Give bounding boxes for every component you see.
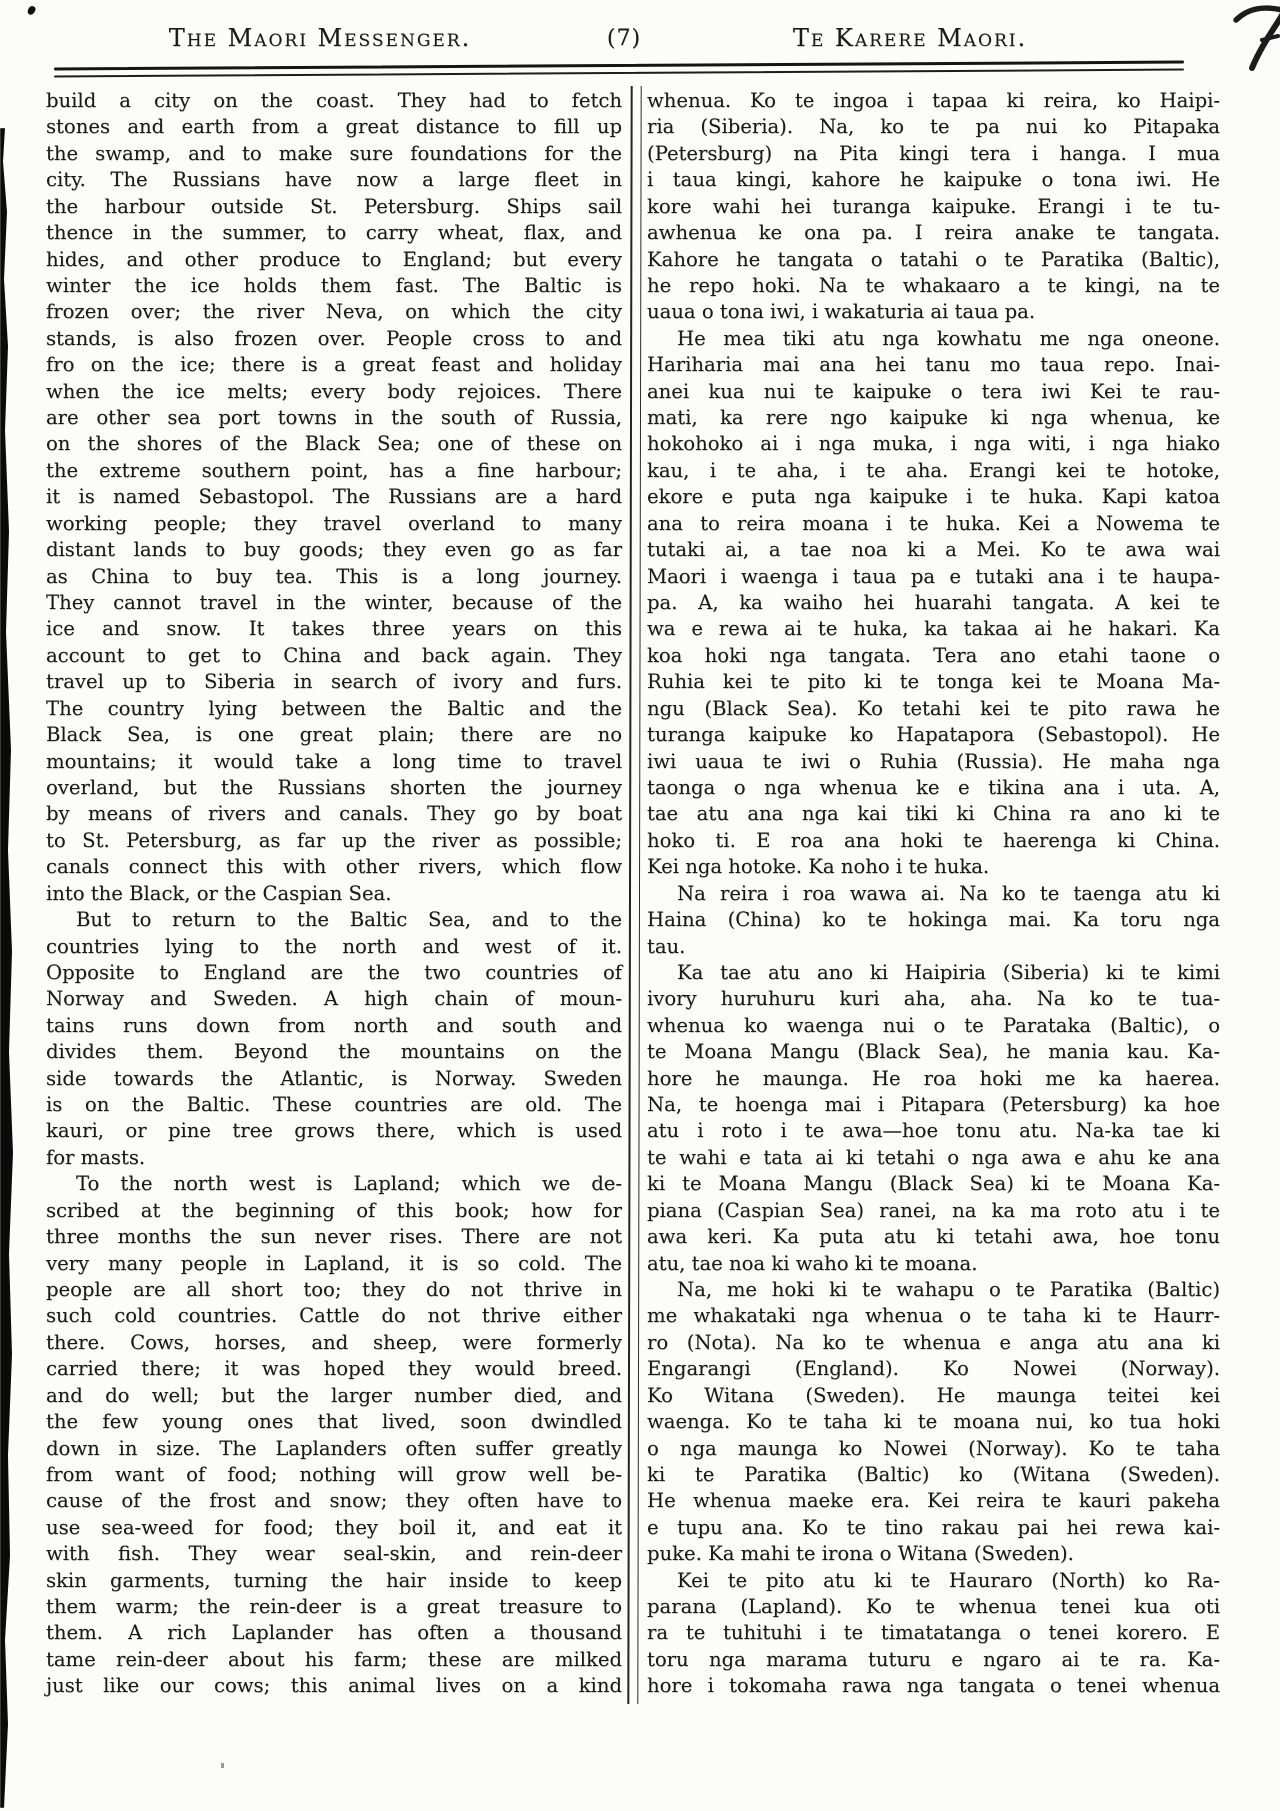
- text-line: when the ice melts; every body rejoices. There: [46, 379, 622, 403]
- text-line: build a city on the coast. They had to fetch: [46, 89, 622, 112]
- text-line: iwi uaua te iwi o Ruhia (Russia). He maha nga: [647, 749, 1220, 773]
- text-line: down in size. The Laplanders often suffer greatly: [46, 1436, 622, 1460]
- text-line: the few young ones that lived, soon dwindled: [46, 1410, 622, 1434]
- text-line: Na, te hoenga mai i Pitapara (Petersburg) ka hoe: [647, 1093, 1220, 1117]
- text-line: hokohoko ai i nga muka, i nga witi, i nga hiako: [647, 432, 1220, 456]
- text-line: pa. A, ka waiho hei huarahi tangata. A kei te: [647, 591, 1220, 615]
- text-line: He mea tiki atu nga kowhatu me nga oneone.: [677, 326, 1220, 350]
- handwritten-folio-number: [1232, 0, 1280, 80]
- text-line: tains runs down from north and south and: [46, 1013, 622, 1037]
- ink-speck: [221, 1763, 224, 1768]
- text-line: ekore e puta nga kaipuke i te huka. Kapi katoa: [647, 485, 1220, 509]
- text-line: city. The Russians have now a large fleet in: [46, 168, 622, 192]
- text-line: ivory huruhuru kuri aha, aha. Na ko te tua-: [647, 987, 1220, 1011]
- text-line: Ko Witana (Sweden). He maunga teitei kei: [647, 1383, 1220, 1407]
- text-line: They cannot travel in the winter, because of the: [46, 591, 622, 615]
- text-line: there. Cows, horses, and sheep, were formerly: [46, 1330, 622, 1354]
- text-line: Norway and Sweden. A high chain of moun-: [46, 987, 622, 1011]
- text-line: i taua kingi, kahore he kaipuke o tona iwi. He: [647, 168, 1220, 192]
- column-divider-rule: [627, 86, 641, 1704]
- text-line: te wahi e tata ai ki tetahi o nga awa e ahu ke ana: [647, 1145, 1220, 1169]
- text-line: canals connect this with other rivers, which flow: [46, 855, 622, 879]
- text-line: just like our cows; this animal lives on a kind: [46, 1674, 622, 1698]
- text-line: as China to buy tea. This is a long journey.: [46, 564, 622, 588]
- text-line: ra te tuhituhi i te timatatanga o tenei korero. E: [647, 1621, 1220, 1645]
- text-line: are other sea port towns in the south of Russia,: [46, 406, 622, 430]
- text-line: carried there; it was hoped they would breed.: [46, 1357, 622, 1381]
- text-line: kore wahi hei turanga kaipuke. Erangi i te tu-: [647, 194, 1220, 218]
- text-line: ice and snow. It takes three years on this: [46, 617, 622, 641]
- text-line: Kahore he tangata o tatahi o te Paratika (Baltic),: [647, 247, 1220, 271]
- text-line: account to get to China and back again. They: [46, 643, 622, 667]
- text-line: and do well; but the larger number died, and: [46, 1383, 622, 1407]
- text-line: cause of the frost and snow; they often have to: [46, 1489, 622, 1513]
- text-line: working people; they travel overland to many: [46, 511, 622, 535]
- text-line: Maori i waenga i taua pa e tutaki ana i te haupa-: [647, 564, 1220, 588]
- text-line: waenga. Ko te taha ki te moana nui, ko tua hoki: [647, 1410, 1220, 1434]
- masthead-maori-title: Te Karere Maori.: [792, 24, 1028, 52]
- text-line: tau.: [647, 934, 686, 958]
- text-line: piana (Caspian Sea) ranei, na ka ma roto atu i te: [647, 1198, 1220, 1222]
- text-line: Kei te pito atu ki te Hauraro (North) ko Ra-: [677, 1568, 1220, 1592]
- text-line: (Petersburg) na Pita kingi tera i hanga. I mua: [647, 141, 1220, 165]
- text-line: awa keri. Ka puta atu ki tetahi awa, hoe tonu: [647, 1225, 1220, 1249]
- text-line: To the north west is Lapland; which we de-: [76, 1172, 622, 1196]
- text-line: hore he maunga. He roa hoki me ka haerea.: [647, 1066, 1220, 1090]
- text-line: turanga kaipuke ko Hapatapora (Sebastopol). He: [647, 723, 1220, 747]
- text-line: toru nga marama tuturu e ngaro ai te ra. Ka-: [647, 1647, 1220, 1671]
- text-line: ana to reira moana i te huka. Kei a Nowema te: [647, 511, 1220, 535]
- maori-text-column: [647, 88, 1220, 1700]
- ink-spot: [26, 5, 36, 16]
- text-line: taonga o nga whenua ke e tikina ana i uta. A,: [647, 775, 1220, 799]
- text-line: anei kua nui te kaipuke o tera iwi Kei te rau-: [647, 379, 1220, 403]
- text-line: the harbour outside St. Petersburg. Ships sail: [46, 194, 622, 218]
- text-line: hore i tokomaha rawa nga tangata o tenei whenua: [647, 1674, 1220, 1698]
- text-line: Na reira i roa wawa ai. Na ko te taenga atu ki: [677, 881, 1220, 905]
- text-line: o nga maunga ko Nowei (Norway). Ko te taha: [647, 1436, 1220, 1460]
- text-line: the extreme southern point, has a fine harbour;: [46, 458, 622, 482]
- text-line: kau, i te aha, i te aha. Erangi kei te hotoke,: [647, 458, 1220, 482]
- text-line: from want of food; nothing will grow well be-: [46, 1462, 622, 1486]
- text-line: Ka tae atu ano ki Haipiria (Siberia) ki te kimi: [677, 960, 1220, 984]
- text-line: stones and earth from a great distance to fill up: [46, 115, 622, 139]
- text-line: distant lands to buy goods; they even go as far: [46, 538, 622, 562]
- text-line: Na, me hoki ki te wahapu o te Paratika (Baltic): [677, 1277, 1220, 1301]
- text-line: winter the ice holds them fast. The Baltic is: [46, 273, 622, 297]
- text-line: The country lying between the Baltic and the: [46, 696, 622, 720]
- text-line: Engarangi (England). Ko Nowei (Norway).: [647, 1357, 1220, 1381]
- text-line: ki te Paratika (Baltic) ko (Witana (Sweden).: [647, 1462, 1220, 1486]
- text-line: hides, and other produce to England; but every: [46, 247, 622, 271]
- text-line: tame rein-deer about his farm; these are milked: [46, 1647, 622, 1671]
- text-line: countries lying to the north and west of it.: [46, 934, 622, 958]
- text-line: hoko ti. E roa ana hoki te haerenga ki China.: [647, 828, 1220, 852]
- text-line: Kei nga hotoke. Ka noho i te huka.: [647, 855, 990, 879]
- text-line: But to return to the Baltic Sea, and to the: [76, 908, 622, 932]
- text-line: tae atu ana nga kai tiki ki China ra ano ki te: [647, 802, 1220, 826]
- english-text-column: [46, 88, 622, 1700]
- text-line: atu i roto i te awa—hoe tonu atu. Na-ka tae ki: [647, 1119, 1220, 1143]
- text-line: ria (Siberia). Na, ko te pa nui ko Pitapaka: [647, 115, 1220, 139]
- text-line: Hariharia mai ana hei tanu mo taua repo. Inai-: [647, 353, 1220, 377]
- text-line: uaua o tona iwi, i wakaturia ai taua pa.: [647, 300, 1036, 324]
- text-line: fro on the ice; there is a great feast and holiday: [46, 353, 622, 377]
- page-number: (7): [606, 26, 642, 51]
- text-line: divides them. Beyond the mountains on the: [46, 1040, 622, 1064]
- text-line: Black Sea, is one great plain; there are no: [46, 723, 622, 747]
- text-line: Opposite to England are the two countries of: [46, 960, 622, 984]
- text-line: frozen over; the river Neva, on which the city: [46, 300, 622, 324]
- text-line: He whenua maeke era. Kei reira te kauri pakeha: [647, 1489, 1220, 1513]
- text-line: koa hoki nga tangata. Tera ano etahi taone o: [647, 643, 1220, 667]
- text-line: them. A rich Laplander has often a thousand: [46, 1621, 622, 1645]
- rule-line-bottom: [54, 69, 1184, 78]
- text-line: atu, tae noa ki waho ki te moana.: [647, 1251, 978, 1275]
- text-line: awhenua ke ona pa. I reira anake te tangata.: [647, 221, 1220, 245]
- text-line: mati, ka rere ngo kaipuke ki nga whenua, ke: [647, 406, 1220, 430]
- text-line: skin garments, turning the hair inside to keep: [46, 1568, 622, 1592]
- text-line: such cold countries. Cattle do not thrive either: [46, 1304, 622, 1328]
- masthead-english-title: The Maori Messenger.: [168, 24, 472, 52]
- text-line: ro (Nota). Na ko te whenua e anga atu ana ki: [647, 1330, 1220, 1354]
- text-line: use sea-weed for food; they boil it, and eat it: [46, 1515, 622, 1539]
- text-line: stands, is also frozen over. People cross to and: [46, 326, 622, 350]
- text-line: with fish. They wear seal-skin, and rein-deer: [46, 1542, 622, 1566]
- text-line: by means of rivers and canals. They go by boat: [46, 802, 622, 826]
- text-line: whenua. Ko te ingoa i tapaa ki reira, ko Haipi-: [647, 89, 1220, 112]
- text-line: Haina (China) ko te hokinga mai. Ka toru nga: [647, 908, 1220, 932]
- text-line: for masts.: [46, 1145, 146, 1169]
- text-line: is on the Baltic. These countries are old. The: [46, 1093, 622, 1117]
- text-line: travel up to Siberia in search of ivory and furs.: [46, 670, 622, 694]
- text-line: scribed at the beginning of this book; how for: [46, 1198, 622, 1222]
- text-line: the swamp, and to make sure foundations for the: [46, 141, 622, 165]
- text-line: thence in the summer, to carry wheat, flax, and: [46, 221, 622, 245]
- text-line: ki te Moana Mangu (Black Sea) ki te Moana Ka-: [647, 1172, 1220, 1196]
- text-line: side towards the Atlantic, is Norway. Sweden: [46, 1066, 622, 1090]
- text-line: kauri, or pine tree grows there, which is used: [46, 1119, 622, 1143]
- text-line: me whakataki nga whenua o te taha ki te Haurr-: [647, 1304, 1220, 1328]
- text-line: puke. Ka mahi te irona o Witana (Sweden).: [647, 1542, 1074, 1566]
- scan-edge-artifact: [0, 128, 16, 1808]
- text-line: te Moana Mangu (Black Sea), he mania kau. Ka-: [647, 1040, 1220, 1064]
- text-line: wa e rewa ai te huka, ka takaa ai he hakari. Ka: [647, 617, 1220, 641]
- text-line: tutaki ai, a tae noa ki a Mei. Ko te awa wai: [647, 538, 1220, 562]
- text-line: to St. Petersburg, as far up the river as possible;: [46, 828, 622, 852]
- text-line: ngu (Black Sea). Ko tetahi kei te pito rawa he: [647, 696, 1220, 720]
- text-line: e tupu ana. Ko te tino rakau pai hei rewa kai-: [647, 1515, 1220, 1539]
- text-line: parana (Lapland). Ko te whenua tenei kua oti: [647, 1595, 1220, 1619]
- text-line: Ruhia kei te pito ki te tonga kei te Moana Ma-: [647, 670, 1220, 694]
- text-line: he repo hoki. Na te whakaaro a te kingi, na te: [647, 273, 1220, 297]
- text-line: overland, but the Russians shorten the journey: [46, 775, 622, 799]
- text-line: people are all short too; they do not thrive in: [46, 1277, 622, 1301]
- text-line: them warm; the rein-deer is a great treasure to: [46, 1595, 622, 1619]
- text-line: into the Black, or the Caspian Sea.: [46, 881, 392, 905]
- text-line: very many people in Lapland, it is so cold. The: [46, 1251, 622, 1275]
- text-line: mountains; it would take a long time to travel: [46, 749, 622, 773]
- text-line: it is named Sebastopol. The Russians are a hard: [46, 485, 622, 509]
- text-line: on the shores of the Black Sea; one of these on: [46, 432, 622, 456]
- text-line: whenua ko waenga nui o te Parataka (Baltic), o: [647, 1013, 1220, 1037]
- text-line: three months the sun never rises. There are not: [46, 1225, 622, 1249]
